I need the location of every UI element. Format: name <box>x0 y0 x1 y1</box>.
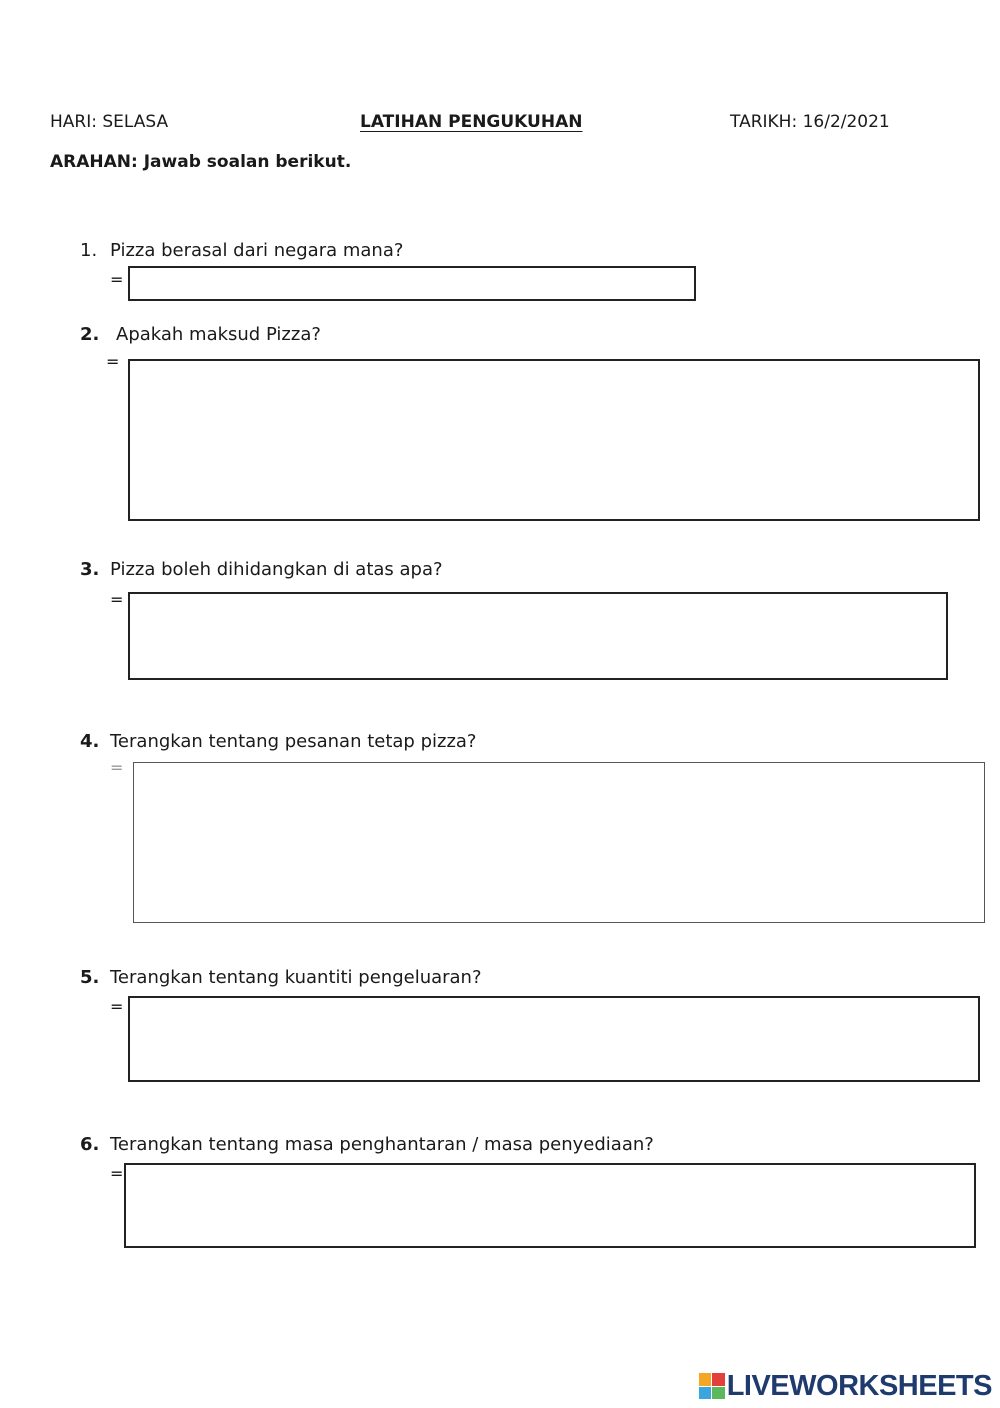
answer-prefix: = <box>106 352 120 371</box>
liveworksheets-logo <box>699 1370 992 1402</box>
answer-box-3[interactable] <box>128 592 948 680</box>
question-1 <box>80 240 403 261</box>
answer-box-6[interactable] <box>124 1163 976 1248</box>
question-text: Terangkan tentang masa penghantaran / masa penyediaan? <box>110 1134 654 1155</box>
question-4 <box>80 731 476 752</box>
logo-text: LIVEWORKSHEETS <box>726 1369 992 1402</box>
question-text: Pizza boleh dihidangkan di atas apa? <box>110 559 443 580</box>
page-title: LATIHAN PENGUKUHAN <box>360 112 583 132</box>
question-number: 2. <box>80 324 100 345</box>
question-number: 5. <box>80 967 100 988</box>
header-date: TARIKH: 16/2/2021 <box>730 112 890 132</box>
question-text: Apakah maksud Pizza? <box>116 324 321 345</box>
question-number: 6. <box>80 1134 100 1155</box>
question-2 <box>80 324 321 345</box>
answer-prefix: = <box>110 1164 124 1183</box>
question-6 <box>80 1134 654 1155</box>
answer-box-2[interactable] <box>128 359 980 521</box>
question-3 <box>80 559 443 580</box>
answer-prefix: = <box>110 270 124 289</box>
logo-mark-icon <box>699 1373 725 1399</box>
answer-prefix: = <box>110 997 124 1016</box>
instruction: ARAHAN: Jawab soalan berikut. <box>50 152 352 172</box>
question-text: Terangkan tentang pesanan tetap pizza? <box>110 731 477 752</box>
header-day: HARI: SELASA <box>50 112 169 132</box>
answer-box-5[interactable] <box>128 996 980 1082</box>
answer-box-1[interactable] <box>128 266 696 301</box>
question-number: 4. <box>80 731 100 752</box>
question-text: Pizza berasal dari negara mana? <box>110 240 404 261</box>
answer-prefix: = <box>110 758 124 777</box>
question-number: 3. <box>80 559 100 580</box>
question-number: 1. <box>80 240 98 261</box>
question-text: Terangkan tentang kuantiti pengeluaran? <box>110 967 482 988</box>
answer-prefix: = <box>110 590 124 609</box>
question-5 <box>80 967 482 988</box>
answer-box-4[interactable] <box>133 762 985 923</box>
